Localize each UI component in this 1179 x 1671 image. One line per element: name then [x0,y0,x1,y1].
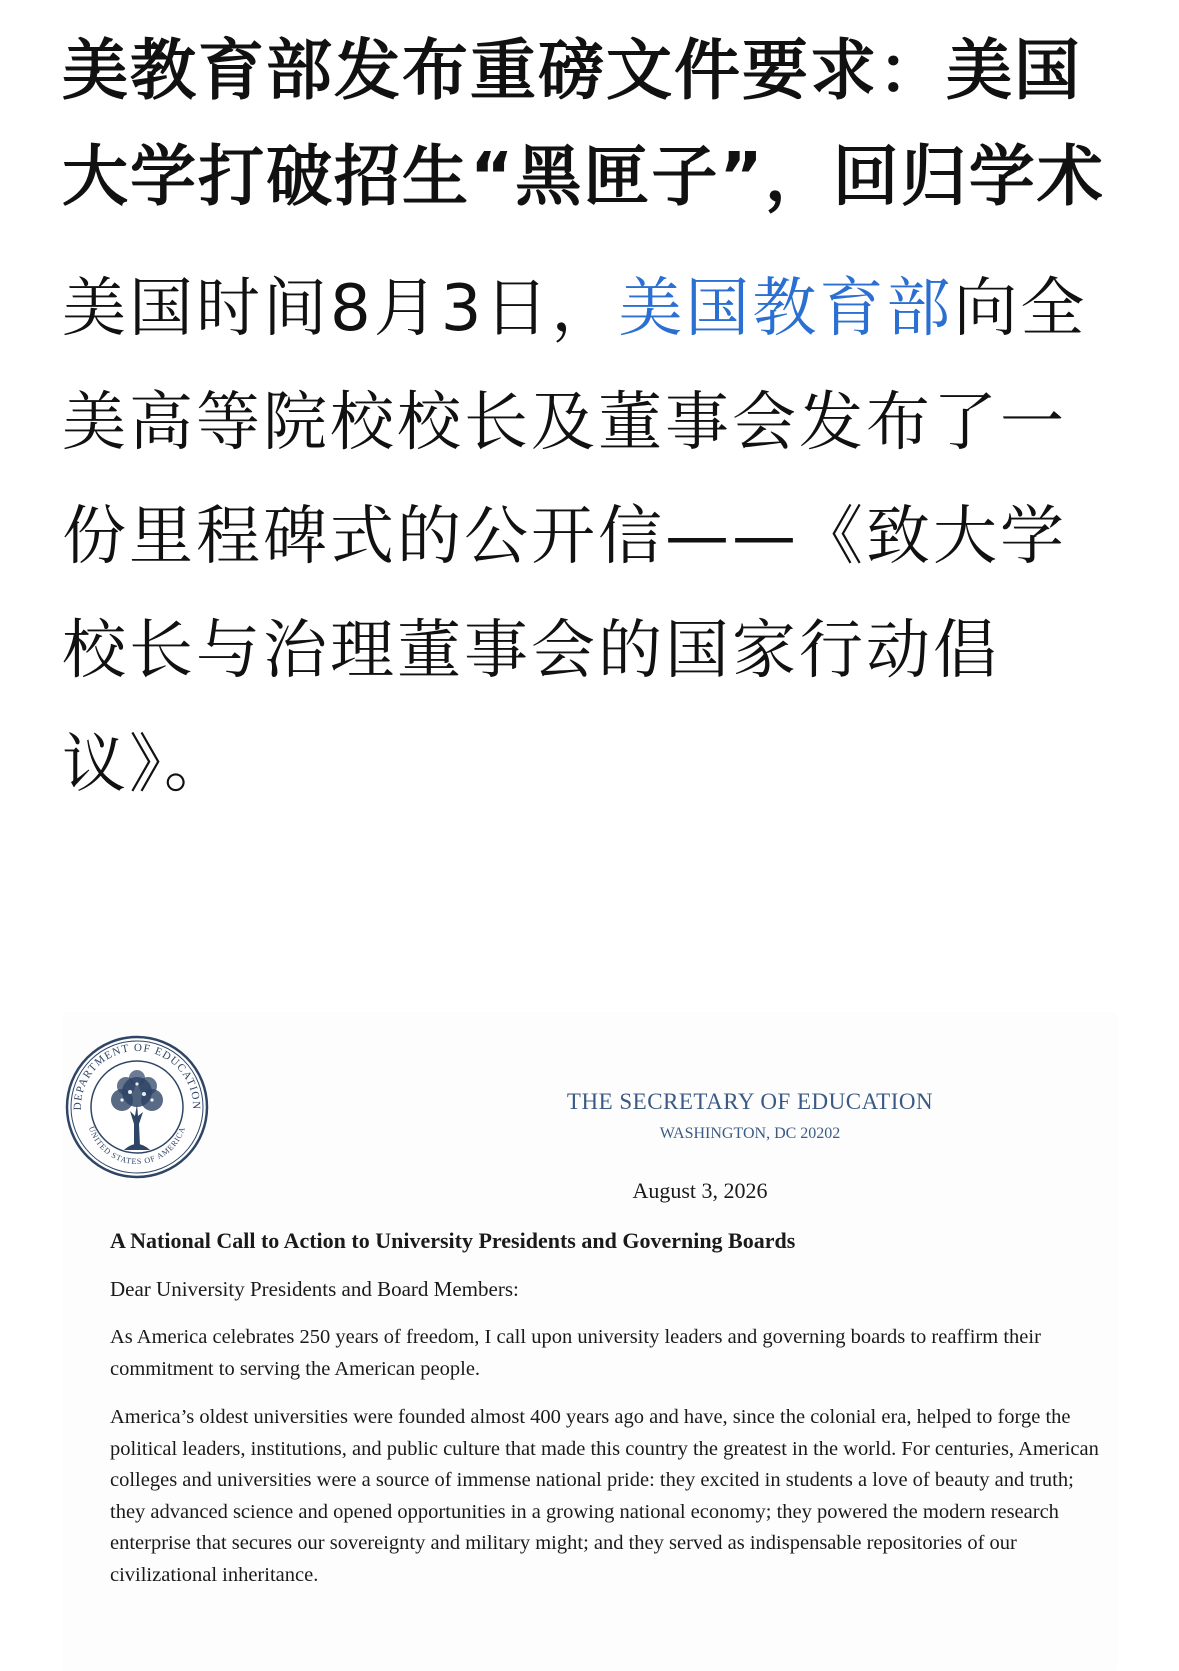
letterhead-title: THE SECRETARY OF EDUCATION [566,1089,934,1114]
letter-salutation: Dear University Presidents and Board Members: [110,1277,519,1301]
letterhead-city: WASHINGTON, DC 20202 [659,1125,841,1142]
lede-text-after: 向全美高等院校校长及董事会发布了一份里程碑式的公开信——《致大学校长与治理董事会的国家行动倡议》。 [62,272,1088,802]
letter-image [62,1012,1118,1671]
letter-paragraph: As America celebrates 250 years of freedom, I call upon university leaders and governing boards to reaffirm their commitment to serving the American people. [110,1326,1041,1380]
department-of-education-link[interactable]: 美国教育部 [618,272,954,346]
article-headline: 美教育部发布重磅文件要求：美国大学打破招生“黑匣子”，回归学术 [62,32,1105,215]
article [62,0,1132,822]
letter-subject: A National Call to Action to University Presidents and Governing Boards [110,1228,796,1253]
letter-paragraph: America’s oldest universities were founded almost 400 years ago and have, since the colonial era, helped to forge the political leaders, institutions, and public culture that made this country the greatest in the world. For centuries, American colleges and universities were a source of immense national pride: they excited in students a love of beauty and truth; they advanced science and opened opportunities in a growing national economy; they powered the modern research enterprise that secures our sovereignty and military might; and they served as indispensable repositories of our civilizational inheritance. [110,1406,1099,1586]
letter-date: August 3, 2026 [632,1178,768,1203]
svg-text:DEPARTMENT OF EDUCATION: DEPARTMENT OF EDUCATION [71,1041,203,1111]
lede-text-before: 美国时间8月3日， [62,272,619,346]
svg-text:UNITED STATES OF AMERICA: UNITED STATES OF AMERICA [86,1125,188,1167]
article-lede [62,252,1132,822]
